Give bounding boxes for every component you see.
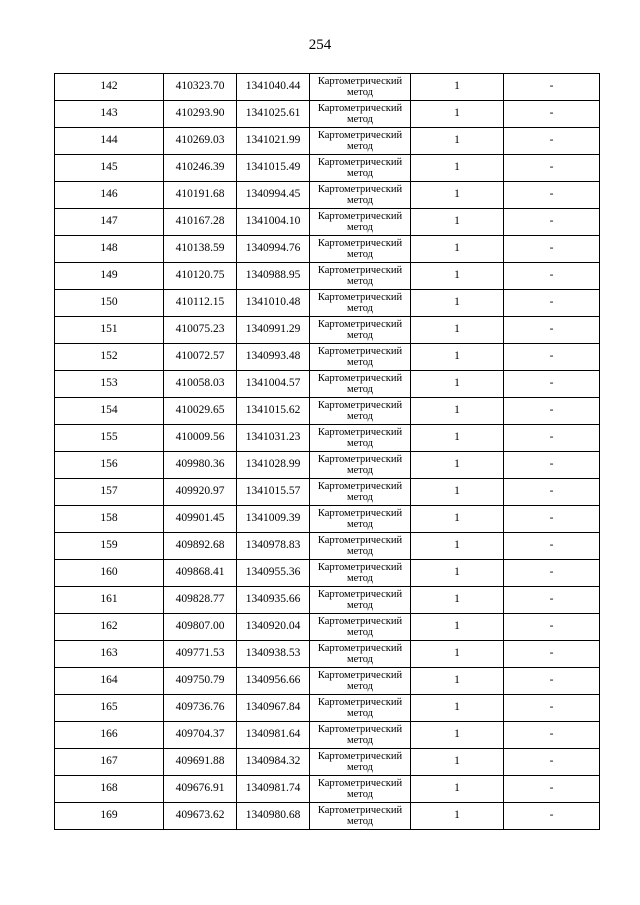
note-cell: - [504, 560, 600, 587]
accuracy-cell: 1 [411, 452, 504, 479]
method-cell [310, 803, 411, 830]
x-coordinate-cell: 409807.00 [164, 614, 237, 641]
note-cell: - [504, 155, 600, 182]
table-row [55, 101, 600, 128]
method-cell [310, 533, 411, 560]
page-number: 254 [308, 37, 332, 53]
x-coordinate-cell: 409750.79 [164, 668, 237, 695]
method-label-line1: Картометрический [317, 157, 403, 168]
accuracy-cell: 1 [411, 506, 504, 533]
method-label-line2: метод [346, 249, 374, 260]
y-coordinate-cell: 1341015.62 [237, 398, 310, 425]
method-label-line2: метод [346, 330, 374, 341]
accuracy-cell: 1 [411, 155, 504, 182]
method-label-line2: метод [346, 411, 374, 422]
method-cell [310, 398, 411, 425]
x-coordinate-cell: 410293.90 [164, 101, 237, 128]
method-cell [310, 749, 411, 776]
point-number-cell: 147 [55, 209, 164, 236]
method-cell [310, 668, 411, 695]
y-coordinate-cell: 1340956.66 [237, 668, 310, 695]
y-coordinate-cell: 1340935.66 [237, 587, 310, 614]
y-coordinate-cell: 1341040.44 [237, 74, 310, 101]
note-cell: - [504, 695, 600, 722]
y-coordinate-cell: 1341004.57 [237, 371, 310, 398]
method-cell [310, 371, 411, 398]
method-label-line1: Картометрический [317, 346, 403, 357]
table-row [55, 641, 600, 668]
table-row [55, 668, 600, 695]
method-label-line2: метод [346, 222, 374, 233]
table-row [55, 803, 600, 830]
table-row [55, 722, 600, 749]
y-coordinate-cell: 1340978.83 [237, 533, 310, 560]
x-coordinate-cell: 409691.88 [164, 749, 237, 776]
x-coordinate-cell: 410246.39 [164, 155, 237, 182]
note-cell: - [504, 344, 600, 371]
accuracy-cell: 1 [411, 668, 504, 695]
method-cell [310, 479, 411, 506]
table-row [55, 749, 600, 776]
method-label-line1: Картометрический [317, 481, 403, 492]
point-number-cell: 145 [55, 155, 164, 182]
method-label-line2: метод [346, 87, 374, 98]
method-label-line1: Картометрический [317, 805, 403, 816]
y-coordinate-cell: 1340994.45 [237, 182, 310, 209]
table-row [55, 290, 600, 317]
method-label-line2: метод [346, 357, 374, 368]
method-label-line2: метод [346, 789, 374, 800]
point-number-cell: 166 [55, 722, 164, 749]
note-cell: - [504, 479, 600, 506]
note-cell: - [504, 101, 600, 128]
y-coordinate-cell: 1340984.32 [237, 749, 310, 776]
y-coordinate-cell: 1340967.84 [237, 695, 310, 722]
point-number-cell: 156 [55, 452, 164, 479]
table-row [55, 371, 600, 398]
y-coordinate-cell: 1341015.49 [237, 155, 310, 182]
note-cell: - [504, 722, 600, 749]
x-coordinate-cell: 410072.57 [164, 344, 237, 371]
y-coordinate-cell: 1340920.04 [237, 614, 310, 641]
note-cell: - [504, 803, 600, 830]
method-cell [310, 587, 411, 614]
table-row [55, 560, 600, 587]
method-cell [310, 209, 411, 236]
accuracy-cell: 1 [411, 749, 504, 776]
note-cell: - [504, 614, 600, 641]
method-label-line2: метод [346, 141, 374, 152]
note-cell: - [504, 398, 600, 425]
x-coordinate-cell: 409892.68 [164, 533, 237, 560]
accuracy-cell: 1 [411, 479, 504, 506]
y-coordinate-cell: 1341028.99 [237, 452, 310, 479]
method-label-line1: Картометрический [317, 562, 403, 573]
accuracy-cell: 1 [411, 344, 504, 371]
y-coordinate-cell: 1341009.39 [237, 506, 310, 533]
accuracy-cell: 1 [411, 641, 504, 668]
x-coordinate-cell: 409704.37 [164, 722, 237, 749]
method-cell [310, 452, 411, 479]
x-coordinate-cell: 410167.28 [164, 209, 237, 236]
method-label-line1: Картометрический [317, 616, 403, 627]
point-number-cell: 146 [55, 182, 164, 209]
method-label-line1: Картометрический [317, 76, 403, 87]
y-coordinate-cell: 1340981.74 [237, 776, 310, 803]
method-cell [310, 722, 411, 749]
x-coordinate-cell: 410058.03 [164, 371, 237, 398]
point-number-cell: 160 [55, 560, 164, 587]
point-number-cell: 165 [55, 695, 164, 722]
x-coordinate-cell: 410009.56 [164, 425, 237, 452]
method-cell [310, 695, 411, 722]
accuracy-cell: 1 [411, 101, 504, 128]
table-row [55, 506, 600, 533]
table-row [55, 263, 600, 290]
y-coordinate-cell: 1340993.48 [237, 344, 310, 371]
point-number-cell: 169 [55, 803, 164, 830]
method-cell [310, 506, 411, 533]
accuracy-cell: 1 [411, 182, 504, 209]
method-cell [310, 776, 411, 803]
x-coordinate-cell: 409868.41 [164, 560, 237, 587]
table-row [55, 587, 600, 614]
method-label-line2: метод [346, 492, 374, 503]
method-label-line2: метод [346, 681, 374, 692]
note-cell: - [504, 668, 600, 695]
accuracy-cell: 1 [411, 695, 504, 722]
accuracy-cell: 1 [411, 587, 504, 614]
y-coordinate-cell: 1340994.76 [237, 236, 310, 263]
note-cell: - [504, 452, 600, 479]
method-label-line1: Картометрический [317, 535, 403, 546]
accuracy-cell: 1 [411, 776, 504, 803]
table-row [55, 425, 600, 452]
method-label-line1: Картометрический [317, 427, 403, 438]
table-row [55, 344, 600, 371]
note-cell: - [504, 236, 600, 263]
x-coordinate-cell: 409920.97 [164, 479, 237, 506]
method-label-line2: метод [346, 384, 374, 395]
point-number-cell: 155 [55, 425, 164, 452]
method-cell [310, 560, 411, 587]
accuracy-cell: 1 [411, 425, 504, 452]
method-label-line1: Картометрический [317, 670, 403, 681]
note-cell: - [504, 533, 600, 560]
accuracy-cell: 1 [411, 533, 504, 560]
x-coordinate-cell: 409673.62 [164, 803, 237, 830]
method-label-line1: Картометрический [317, 265, 403, 276]
x-coordinate-cell: 409901.45 [164, 506, 237, 533]
y-coordinate-cell: 1341031.23 [237, 425, 310, 452]
note-cell: - [504, 182, 600, 209]
method-cell [310, 614, 411, 641]
accuracy-cell: 1 [411, 803, 504, 830]
point-number-cell: 164 [55, 668, 164, 695]
note-cell: - [504, 641, 600, 668]
x-coordinate-cell: 410191.68 [164, 182, 237, 209]
method-cell [310, 344, 411, 371]
method-cell [310, 425, 411, 452]
method-label-line2: метод [346, 573, 374, 584]
method-label-line2: метод [346, 735, 374, 746]
method-label-line1: Картометрический [317, 130, 403, 141]
point-number-cell: 162 [55, 614, 164, 641]
method-label-line1: Картометрический [317, 643, 403, 654]
point-number-cell: 161 [55, 587, 164, 614]
table-row [55, 776, 600, 803]
method-label-line2: метод [346, 303, 374, 314]
method-label-line1: Картометрический [317, 373, 403, 384]
method-cell [310, 128, 411, 155]
point-number-cell: 153 [55, 371, 164, 398]
x-coordinate-cell: 410269.03 [164, 128, 237, 155]
method-cell [310, 101, 411, 128]
y-coordinate-cell: 1341015.57 [237, 479, 310, 506]
table-row [55, 452, 600, 479]
note-cell: - [504, 371, 600, 398]
accuracy-cell: 1 [411, 398, 504, 425]
accuracy-cell: 1 [411, 722, 504, 749]
note-cell: - [504, 506, 600, 533]
y-coordinate-cell: 1341021.99 [237, 128, 310, 155]
y-coordinate-cell: 1340938.53 [237, 641, 310, 668]
point-number-cell: 163 [55, 641, 164, 668]
table-row [55, 209, 600, 236]
x-coordinate-cell: 409771.53 [164, 641, 237, 668]
method-cell [310, 641, 411, 668]
table-row [55, 182, 600, 209]
y-coordinate-cell: 1341025.61 [237, 101, 310, 128]
coordinates-table-body [55, 74, 600, 830]
x-coordinate-cell: 410112.15 [164, 290, 237, 317]
method-cell [310, 155, 411, 182]
coordinates-table [54, 73, 600, 830]
table-row [55, 398, 600, 425]
method-label-line1: Картометрический [317, 751, 403, 762]
accuracy-cell: 1 [411, 236, 504, 263]
method-label-line2: метод [346, 276, 374, 287]
method-label-line1: Картометрический [317, 103, 403, 114]
point-number-cell: 159 [55, 533, 164, 560]
point-number-cell: 152 [55, 344, 164, 371]
method-label-line2: метод [346, 762, 374, 773]
point-number-cell: 154 [55, 398, 164, 425]
table-row [55, 614, 600, 641]
accuracy-cell: 1 [411, 560, 504, 587]
method-label-line1: Картометрический [317, 319, 403, 330]
y-coordinate-cell: 1340988.95 [237, 263, 310, 290]
note-cell: - [504, 317, 600, 344]
point-number-cell: 143 [55, 101, 164, 128]
note-cell: - [504, 587, 600, 614]
y-coordinate-cell: 1340955.36 [237, 560, 310, 587]
table-row [55, 236, 600, 263]
table-row [55, 155, 600, 182]
y-coordinate-cell: 1341004.10 [237, 209, 310, 236]
x-coordinate-cell: 410323.70 [164, 74, 237, 101]
point-number-cell: 149 [55, 263, 164, 290]
point-number-cell: 148 [55, 236, 164, 263]
y-coordinate-cell: 1341010.48 [237, 290, 310, 317]
x-coordinate-cell: 410138.59 [164, 236, 237, 263]
table-row [55, 317, 600, 344]
accuracy-cell: 1 [411, 317, 504, 344]
method-label-line2: метод [346, 816, 374, 827]
accuracy-cell: 1 [411, 74, 504, 101]
method-label-line2: метод [346, 546, 374, 557]
x-coordinate-cell: 409736.76 [164, 695, 237, 722]
point-number-cell: 167 [55, 749, 164, 776]
table-row [55, 533, 600, 560]
table-row [55, 128, 600, 155]
method-label-line1: Картометрический [317, 454, 403, 465]
note-cell: - [504, 263, 600, 290]
point-number-cell: 157 [55, 479, 164, 506]
note-cell: - [504, 209, 600, 236]
method-label-line2: метод [346, 654, 374, 665]
x-coordinate-cell: 410075.23 [164, 317, 237, 344]
method-label-line2: метод [346, 627, 374, 638]
x-coordinate-cell: 410029.65 [164, 398, 237, 425]
method-label-line2: метод [346, 195, 374, 206]
x-coordinate-cell: 409676.91 [164, 776, 237, 803]
y-coordinate-cell: 1340991.29 [237, 317, 310, 344]
point-number-cell: 144 [55, 128, 164, 155]
method-cell [310, 317, 411, 344]
method-cell [310, 263, 411, 290]
method-cell [310, 74, 411, 101]
method-label-line1: Картометрический [317, 697, 403, 708]
note-cell: - [504, 425, 600, 452]
point-number-cell: 150 [55, 290, 164, 317]
point-number-cell: 168 [55, 776, 164, 803]
y-coordinate-cell: 1340980.68 [237, 803, 310, 830]
method-label-line1: Картометрический [317, 589, 403, 600]
table-row [55, 74, 600, 101]
note-cell: - [504, 290, 600, 317]
method-label-line1: Картометрический [317, 238, 403, 249]
note-cell: - [504, 128, 600, 155]
accuracy-cell: 1 [411, 209, 504, 236]
accuracy-cell: 1 [411, 128, 504, 155]
method-label-line2: метод [346, 465, 374, 476]
method-cell [310, 182, 411, 209]
point-number-cell: 151 [55, 317, 164, 344]
x-coordinate-cell: 409980.36 [164, 452, 237, 479]
method-label-line2: метод [346, 168, 374, 179]
method-label-line1: Картометрический [317, 184, 403, 195]
method-label-line2: метод [346, 114, 374, 125]
method-label-line2: метод [346, 600, 374, 611]
method-label-line2: метод [346, 438, 374, 449]
method-label-line1: Картометрический [317, 778, 403, 789]
method-label-line1: Картометрический [317, 400, 403, 411]
point-number-cell: 142 [55, 74, 164, 101]
method-cell [310, 236, 411, 263]
accuracy-cell: 1 [411, 614, 504, 641]
method-cell [310, 290, 411, 317]
table-row [55, 479, 600, 506]
note-cell: - [504, 74, 600, 101]
note-cell: - [504, 749, 600, 776]
method-label-line2: метод [346, 519, 374, 530]
point-number-cell: 158 [55, 506, 164, 533]
y-coordinate-cell: 1340981.64 [237, 722, 310, 749]
method-label-line2: метод [346, 708, 374, 719]
accuracy-cell: 1 [411, 263, 504, 290]
method-label-line1: Картометрический [317, 724, 403, 735]
table-row [55, 695, 600, 722]
method-label-line1: Картометрический [317, 211, 403, 222]
x-coordinate-cell: 410120.75 [164, 263, 237, 290]
x-coordinate-cell: 409828.77 [164, 587, 237, 614]
method-label-line1: Картометрический [317, 292, 403, 303]
method-label-line1: Картометрический [317, 508, 403, 519]
accuracy-cell: 1 [411, 290, 504, 317]
note-cell: - [504, 776, 600, 803]
accuracy-cell: 1 [411, 371, 504, 398]
